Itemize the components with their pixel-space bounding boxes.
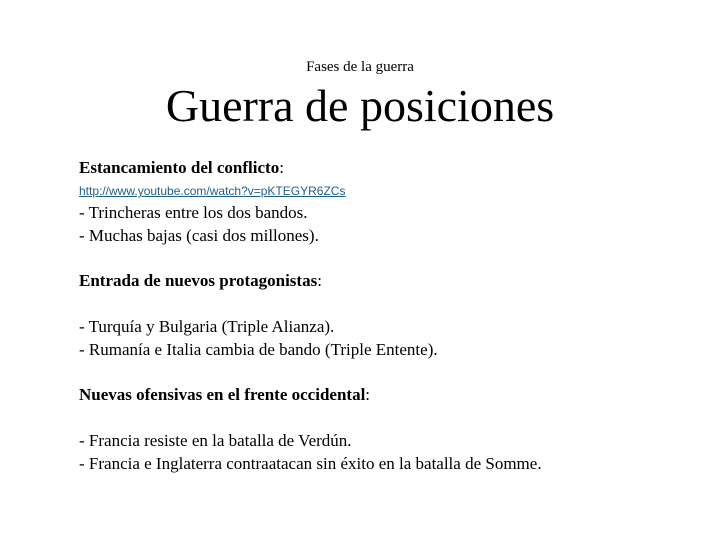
section-heading-text: Estancamiento del conflicto: [79, 158, 280, 177]
list-item: - Rumanía e Italia cambia de bando (Triple Entente).: [79, 340, 438, 359]
slide-title: Guerra de posiciones: [165, 80, 555, 131]
spacer: [79, 292, 699, 315]
section-heading-western-front: [79, 384, 699, 406]
section-heading-text: Entrada de nuevos protagonistas: [79, 271, 318, 290]
spacer: [79, 247, 699, 270]
list-item: - Francia e Inglaterra contraatacan sin éxito en la batalla de Somme.: [79, 454, 542, 473]
heading-colon: :: [317, 271, 322, 290]
heading-colon: :: [279, 158, 284, 177]
section-heading-stalemate: [79, 157, 699, 179]
slide-subtitle: Fases de la guerra: [306, 59, 414, 75]
section-heading-new-protagonists: [79, 270, 699, 292]
heading-colon: :: [365, 385, 371, 404]
slide-content: [79, 157, 699, 475]
list-item: - Francia resiste en la batalla de Verdún.: [79, 431, 352, 450]
spacer: [79, 361, 699, 384]
section-heading-text: Nuevas ofensivas en el frente occidental: [79, 385, 366, 404]
video-link[interactable]: http://www.youtube.com/watch?v=pKTEGYR6ZCs: [79, 184, 346, 198]
list-item: - Muchas bajas (casi dos millones).: [79, 226, 319, 245]
spacer: [79, 406, 699, 429]
list-item: - Turquía y Bulgaria (Triple Alianza).: [79, 317, 335, 336]
list-item: - Trincheras entre los dos bandos.: [79, 203, 308, 222]
